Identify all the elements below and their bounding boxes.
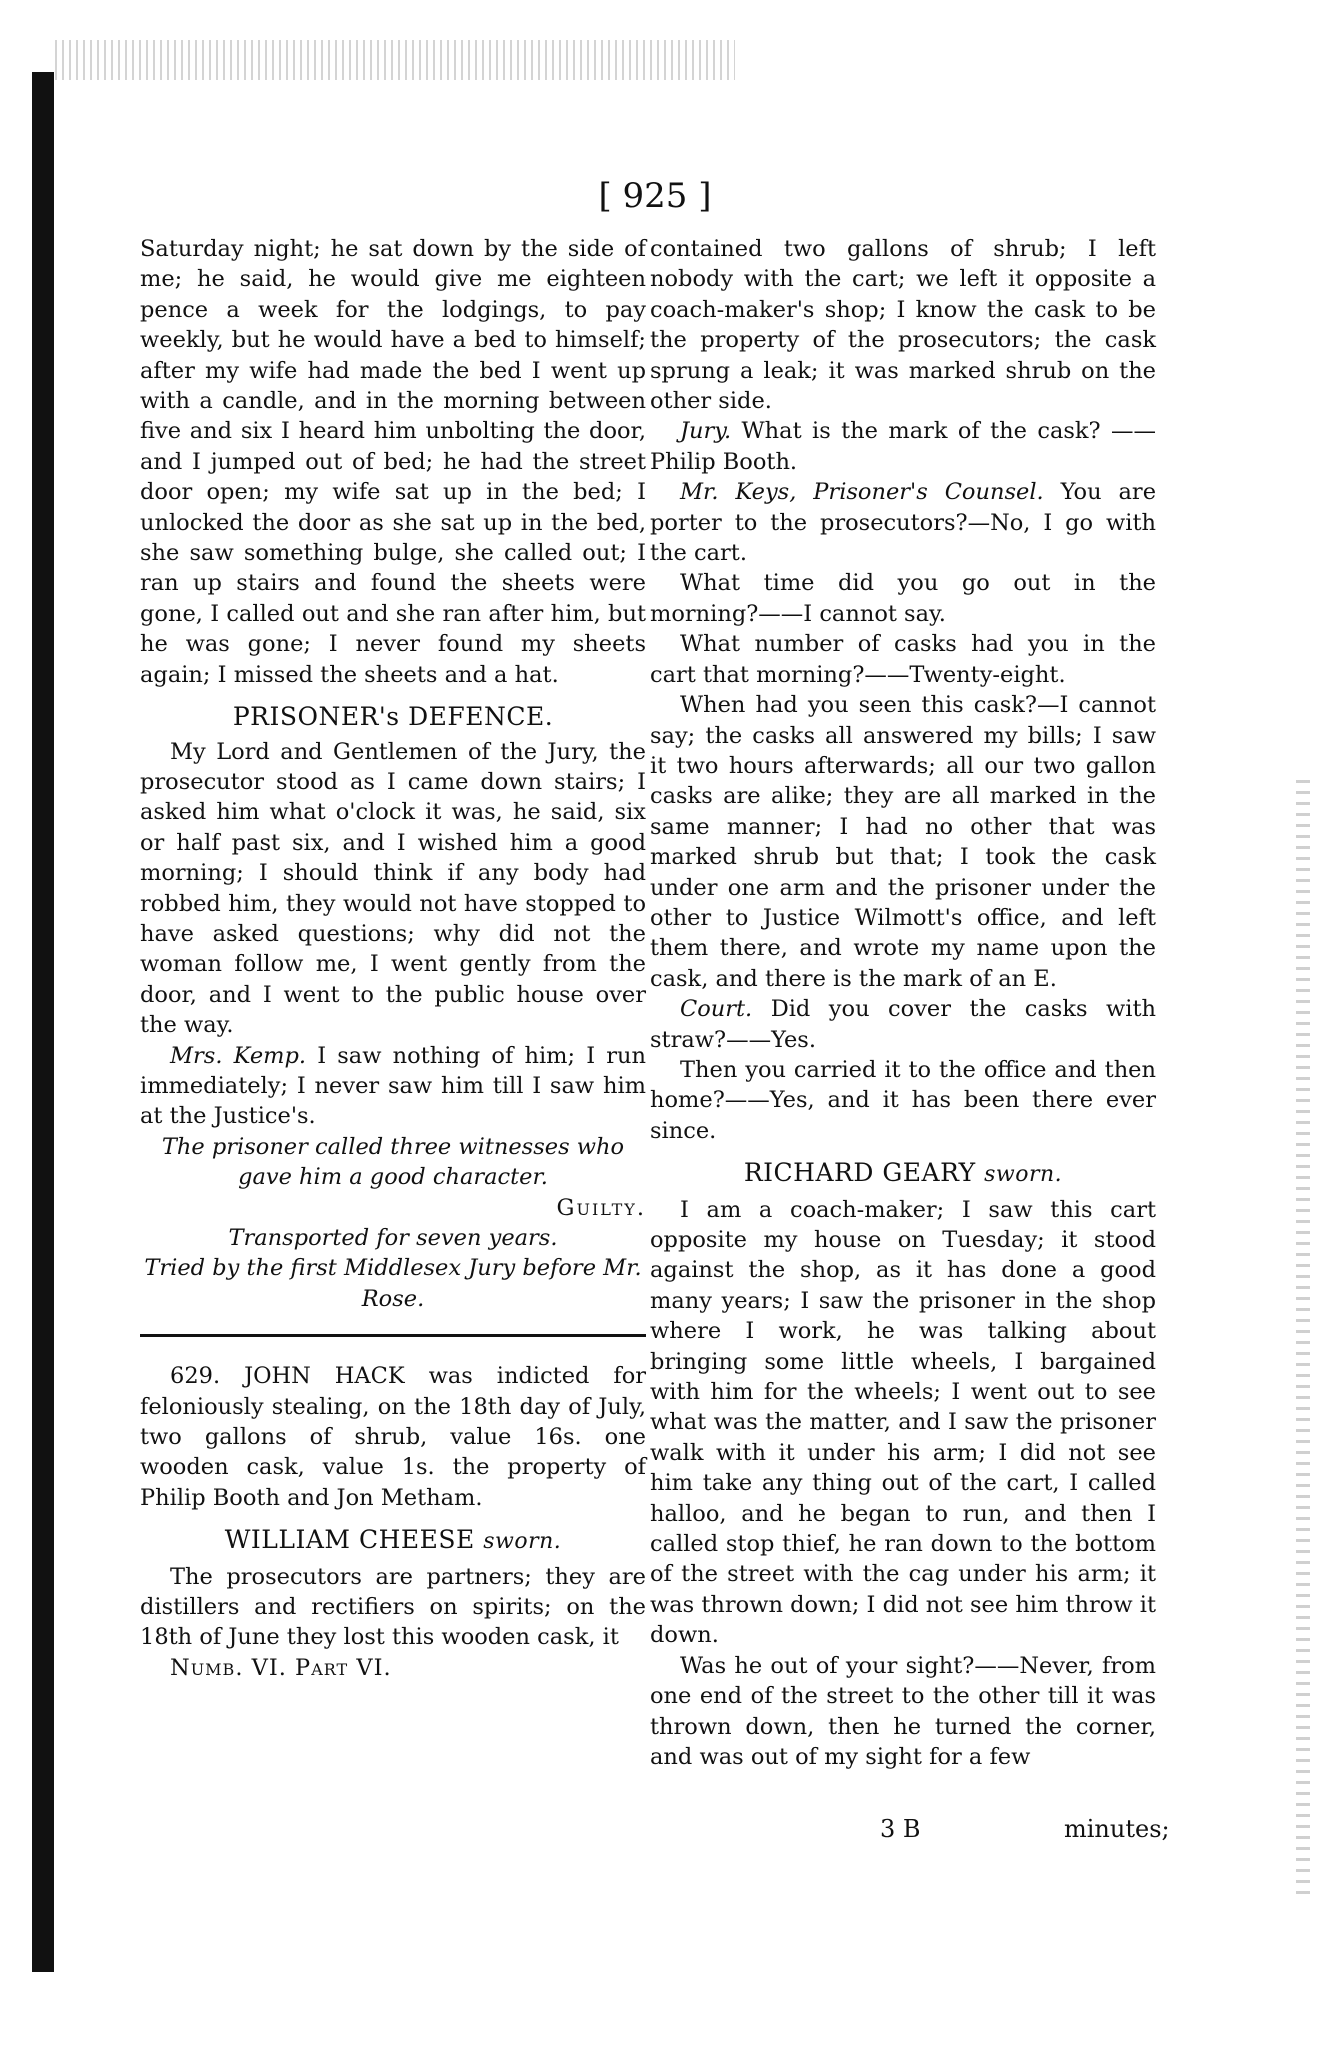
indictment-text: JOHN HACK was indicted for feloniously stealing, on the 18th day of July, two gallons of shrub, value 16s. one wooden cask, value 1s. the property of Philip Booth and Jon Metham. — [140, 1363, 647, 1511]
jury-note: Tried by the first Middlesex Jury before Mr. Rose. — [144, 1255, 642, 1312]
paragraph: I am a coach-maker; I saw this cart opposite my house on Tuesday; it stood against the shop, as it has done a good many years; I saw the prisoner in the shop where I work, he was talking about bringing some little wheels, I bargained with him for the wheels; I went out to see what was the matter, and I saw the prisoner walk with it under his arm; I did not see him take any thing out of the cart, I called halloo, and he began to run, and then I called stop thief, he ran down to the bottom of the street with the cag under his arm; it was thrown down; I did not see him throw it down. — [650, 1196, 1156, 1649]
speaker-label: Jury. — [680, 418, 732, 445]
sworn-label: sworn. — [984, 1162, 1063, 1188]
paragraph: What number of casks had you in the cart that morning?——Twenty-eight. — [650, 631, 1156, 688]
right-column — [650, 234, 1156, 1772]
speaker-label: Mr. Keys, Prisoner's Counsel. — [680, 479, 1044, 506]
paragraph — [650, 416, 1156, 477]
scan-noise-top — [55, 40, 735, 80]
scan-noise-edge — [1296, 780, 1310, 1900]
speaker-label: Mrs. Kemp. — [170, 1042, 307, 1069]
left-column — [140, 234, 646, 1683]
section-divider — [140, 1334, 646, 1337]
speech-text: I saw nothing of him; I run immediately; I never saw him till I saw him at the Justice's. — [140, 1042, 646, 1130]
paragraph: Was he out of your sight?——Never, from one end of the street to the other till it was thrown down, then he turned the corner, and was out of my sight for a few — [650, 1652, 1156, 1770]
case-number: 629. — [170, 1363, 221, 1390]
sworn-label: sworn. — [483, 1529, 562, 1555]
witness-name: WILLIAM CHEESE — [224, 1525, 475, 1555]
paragraph — [140, 1041, 646, 1132]
speech-text: Did you cover the casks with straw?——Yes. — [650, 996, 1156, 1053]
paragraph: Then you carried it to the office and then home?——Yes, and it has been there ever since. — [650, 1056, 1156, 1144]
part-catchline: Numb. VI. Part VI. — [170, 1654, 392, 1681]
speech-text: You are porter to the prosecutors?—No, I go with the cart. — [650, 479, 1157, 567]
paragraph: The prosecutors are partners; they are distillers and rectifiers on spirits; on the 18th of June they lost this wooden cask, it — [140, 1563, 646, 1651]
sentence: Transported for seven years. — [228, 1225, 558, 1251]
catchword: minutes; — [1064, 1815, 1170, 1843]
speech-text: What is the mark of the cask? ——Philip Booth. — [650, 418, 1156, 475]
speaker-label: Court. — [680, 996, 753, 1023]
paragraph: contained two gallons of shrub; I left nobody with the cart; we left it opposite a coach-maker's shop; I know the cask to be the property of the prosecutors; the cask sprung a leak; it was marked shrub on the other side. — [650, 236, 1156, 415]
paragraph — [650, 477, 1156, 568]
witness-heading — [140, 1525, 646, 1557]
paragraph: Saturday night; he sat down by the side of me; he said, he would give me eighteen pence a week for the lodgings, to pay weekly, but he would have a bed to himself; after my wife had made the bed I went up with a candle, and in the morning between five and six I heard him unbolting the door, and I jumped out of bed; he had the street door open; my wife sat up in the bed; I unlocked the door as she sat up in the bed, she saw something bulge, she called out; I ran up stairs and found the sheets were gone, I called out and she ran after him, but he was gone; I never found my sheets again; I missed the sheets and a hat. — [140, 236, 646, 688]
verdict: Guilty. — [556, 1194, 646, 1221]
court-note: The prisoner called three witnesses who gave him a good character. — [161, 1133, 625, 1191]
witness-name: RICHARD GEARY — [743, 1158, 976, 1188]
book-binding-shadow — [32, 72, 54, 1972]
paragraph: My Lord and Gentlemen of the Jury, the prosecutor stood as I came down stairs; I asked him what o'clock it was, he said, six or half past six, and I wished him a good morning; I should think if any body had robbed him, they would not have stopped to have asked questions; why did not the woman follow me, I went gently from the door, and I went to the public house over the way. — [140, 738, 646, 1039]
signature-mark: 3 B — [880, 1815, 921, 1843]
witness-heading — [650, 1158, 1156, 1190]
paragraph: When had you seen this cask?—I cannot say; the casks all answered my bills; I saw it two hours afterwards; all our two gallon casks are alike; they are all marked in the same manner; I had no other that was marked shrub but that; I took the cask under one arm and the prisoner under the other to Justice Wilmott's office, and left them there, and wrote my name upon the cask, and there is the mark of an E. — [650, 692, 1156, 992]
section-heading: PRISONER's DEFENCE. — [232, 702, 554, 732]
paragraph — [140, 1361, 646, 1513]
page-number: [ 925 ] — [598, 176, 712, 216]
paragraph: What time did you go out in the morning?——I cannot say. — [650, 570, 1156, 627]
paragraph — [650, 994, 1156, 1055]
